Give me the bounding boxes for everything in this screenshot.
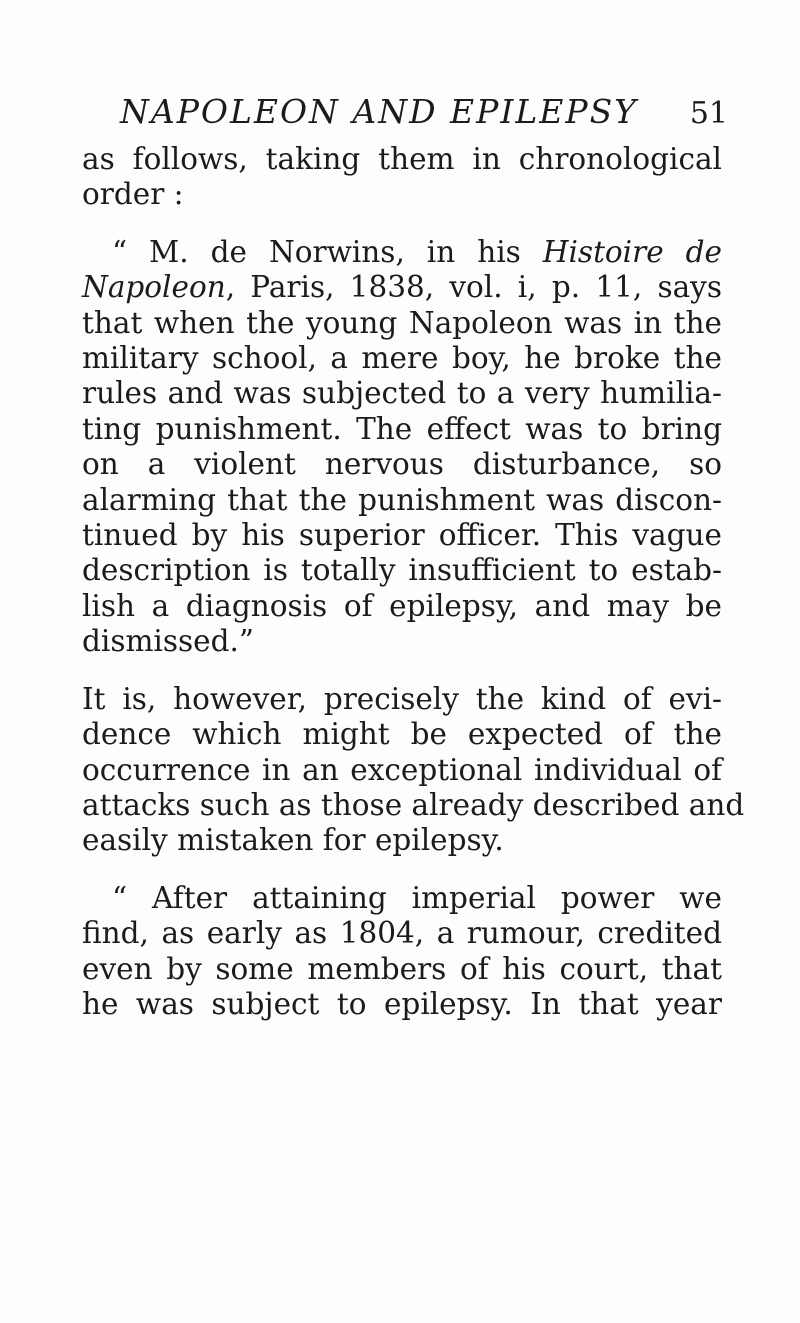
text-line: even by some members of his court, that — [82, 951, 722, 986]
text-line: tinued by his superior officer. This vague — [82, 518, 722, 553]
text-fragment: “ M. de Norwins, in his — [112, 234, 543, 269]
page-number: 51 — [689, 96, 728, 131]
text-line — [82, 270, 722, 305]
paragraph-intro — [82, 142, 722, 213]
book-title-continued: Napoleon — [82, 270, 226, 305]
text-line: find, as early as 1804, a rumour, credited — [82, 916, 722, 951]
running-title: NAPOLEON AND EPILEPSY — [120, 92, 638, 131]
text-line: “ After attaining imperial power we — [112, 880, 722, 915]
text-line: It is, however, precisely the kind of evi- — [82, 681, 722, 716]
text-line: easily mistaken for epilepsy. — [82, 823, 504, 858]
text-line: dence which might be expected of the — [82, 717, 722, 752]
text-line — [82, 235, 722, 270]
book-page — [82, 92, 745, 1022]
text-line: attacks such as those already described and — [82, 787, 745, 822]
paragraph-imperial-power — [82, 881, 722, 1023]
text-line: on a violent nervous disturbance, so — [82, 447, 722, 482]
text-fragment: , Paris, 1838, vol. i, p. 11, says — [225, 270, 722, 305]
text-line: occurrence in an exceptional individual of — [82, 752, 722, 787]
text-line: rules and was subjected to a very humilia- — [82, 376, 722, 411]
text-line: lish a diagnosis of epilepsy, and may be — [82, 588, 722, 623]
text-line: as follows, taking them in chronological — [82, 142, 722, 176]
text-line: that when the young Napoleon was in the — [82, 305, 722, 340]
book-title: Histoire de — [542, 234, 722, 269]
text-line: ting punishment. The effect was to bring — [82, 411, 722, 446]
text-line: alarming that the punishment was discon- — [82, 482, 722, 517]
paragraph-norwins-quote — [82, 235, 722, 660]
running-head — [82, 92, 728, 136]
text-line: military school, a mere boy, he broke the — [82, 341, 722, 376]
text-line: he was subject to epilepsy. In that year — [82, 986, 722, 1021]
paragraph-evidence — [82, 681, 745, 859]
text-line: order : — [82, 177, 184, 212]
text-line: description is totally insufficient to estab- — [82, 553, 722, 588]
text-line: dismissed.” — [82, 624, 254, 659]
